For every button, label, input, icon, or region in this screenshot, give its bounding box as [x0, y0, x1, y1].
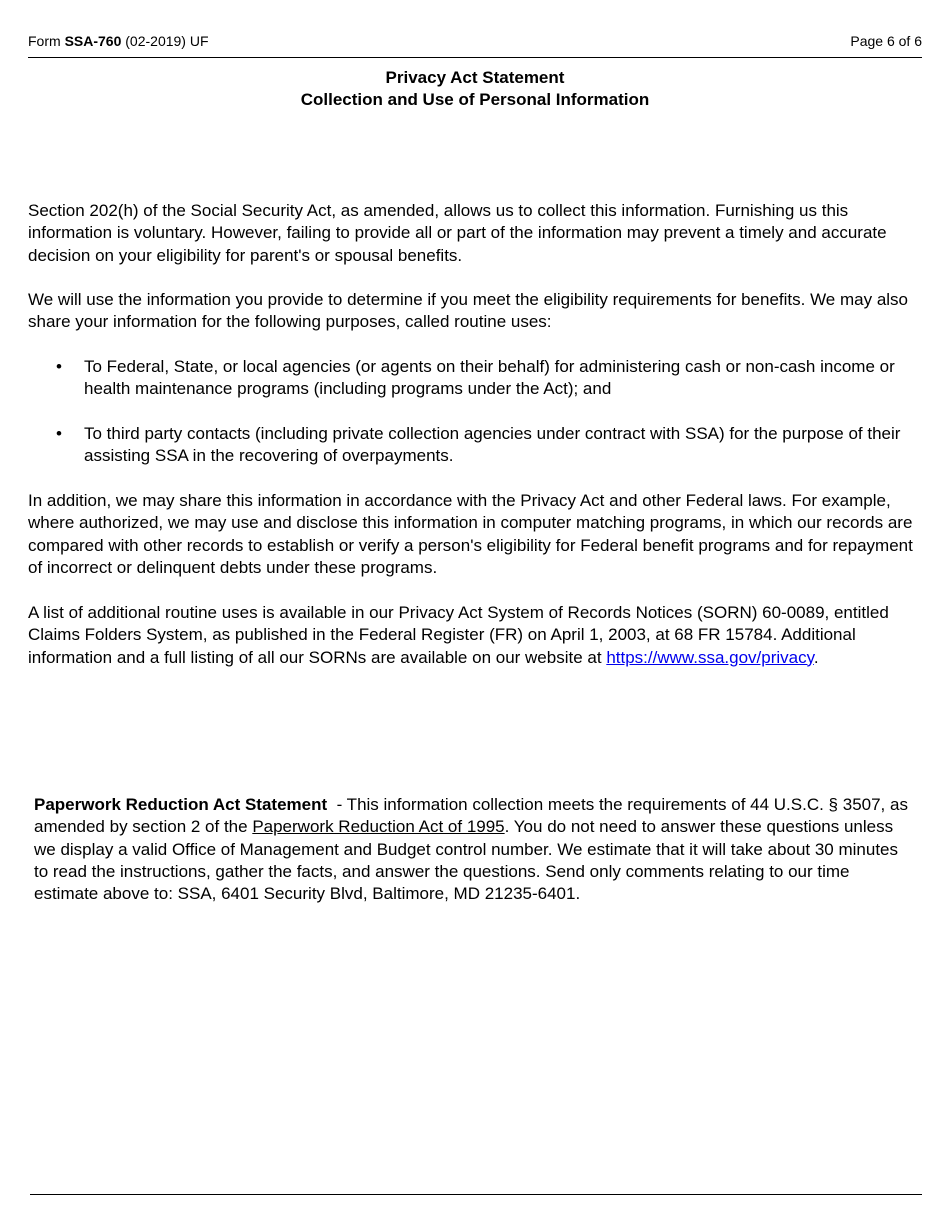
privacy-paragraph-1: Section 202(h) of the Social Security Act, as amended, allows us to collect this information. Furnishing us this information is voluntary. However, failing to provide all or part of the information may prevent a timely and accurate decision on your eligibility for parent's or spousal benefits. [28, 201, 887, 265]
paperwork-text-1: - This information collection meets the requirements of 44 U.S.C. § 3507, as amended by section 2 of the [34, 795, 913, 837]
sorn-text: A list of additional routine uses is available in our Privacy Act System of Records Notices (SORN) 60-0089, entitled Claims Folders System, as published in the Federal Register (FR) on April 1, 2003, at 68 FR 15784. Additional information and a full listing of all our SORNs are available on our website at [28, 603, 889, 667]
privacy-paragraph-3: In addition, we may share this information in accordance with the Privacy Act and other Federal laws. For example, where authorized, we may use and disclose this information in computer matching programs, in which our records are compared with other records to establish or verify a person's eligibility for Federal benefit programs and for repayment of incorrect or delinquent debts under these programs. [28, 491, 913, 577]
page-title: Privacy Act Statement [385, 68, 565, 87]
list-item [28, 356, 922, 401]
page-header [28, 33, 922, 58]
bullet-icon: • [56, 357, 62, 376]
form-number: SSA-760 [64, 33, 122, 49]
form-prefix: Form [28, 33, 65, 49]
bullet-icon: • [56, 423, 62, 443]
page-number: Page 6 of 6 [850, 33, 922, 49]
routine-uses-list [28, 356, 922, 467]
paperwork-reduction-statement [34, 794, 914, 905]
form-suffix: (02-2019) UF [121, 33, 209, 49]
privacy-website-link[interactable]: https://www.ssa.gov/privacy [606, 647, 814, 667]
paperwork-title: Paperwork Reduction Act Statement [34, 795, 328, 814]
title-block [28, 67, 922, 111]
privacy-paragraph-4 [28, 602, 922, 669]
sorn-text-end: . [813, 647, 819, 667]
form-id [28, 33, 209, 49]
footer-divider [30, 1194, 922, 1195]
page-subtitle: Collection and Use of Personal Information [300, 90, 650, 109]
list-item-text: To Federal, State, or local agencies (or agents on their behalf) for administering cash or non-cash income or health maintenance programs (including programs under the Act); and [84, 357, 895, 399]
paperwork-act-link: Paperwork Reduction Act of 1995 [252, 817, 505, 837]
list-item [28, 423, 922, 468]
privacy-paragraph-2: We will use the information you provide to determine if you meet the eligibility requirements for benefits. We may also share your information for the following purposes, called routine uses: [28, 290, 909, 332]
paperwork-text-2: . You do not need to answer these questions unless we display a valid Office of Management and Budget control number. We estimate that it will take about 30 minutes to read the instructions, gather the facts, and answer the questions. Send only comments relating to our time estimate above to: SSA, 6401 Security Blvd, Baltimore, MD 21235-6401. [34, 817, 899, 904]
list-item-text: To third party contacts (including private collection agencies under contract with SSA) for the purpose of their assisting SSA in the recovering of overpayments. [84, 423, 901, 466]
